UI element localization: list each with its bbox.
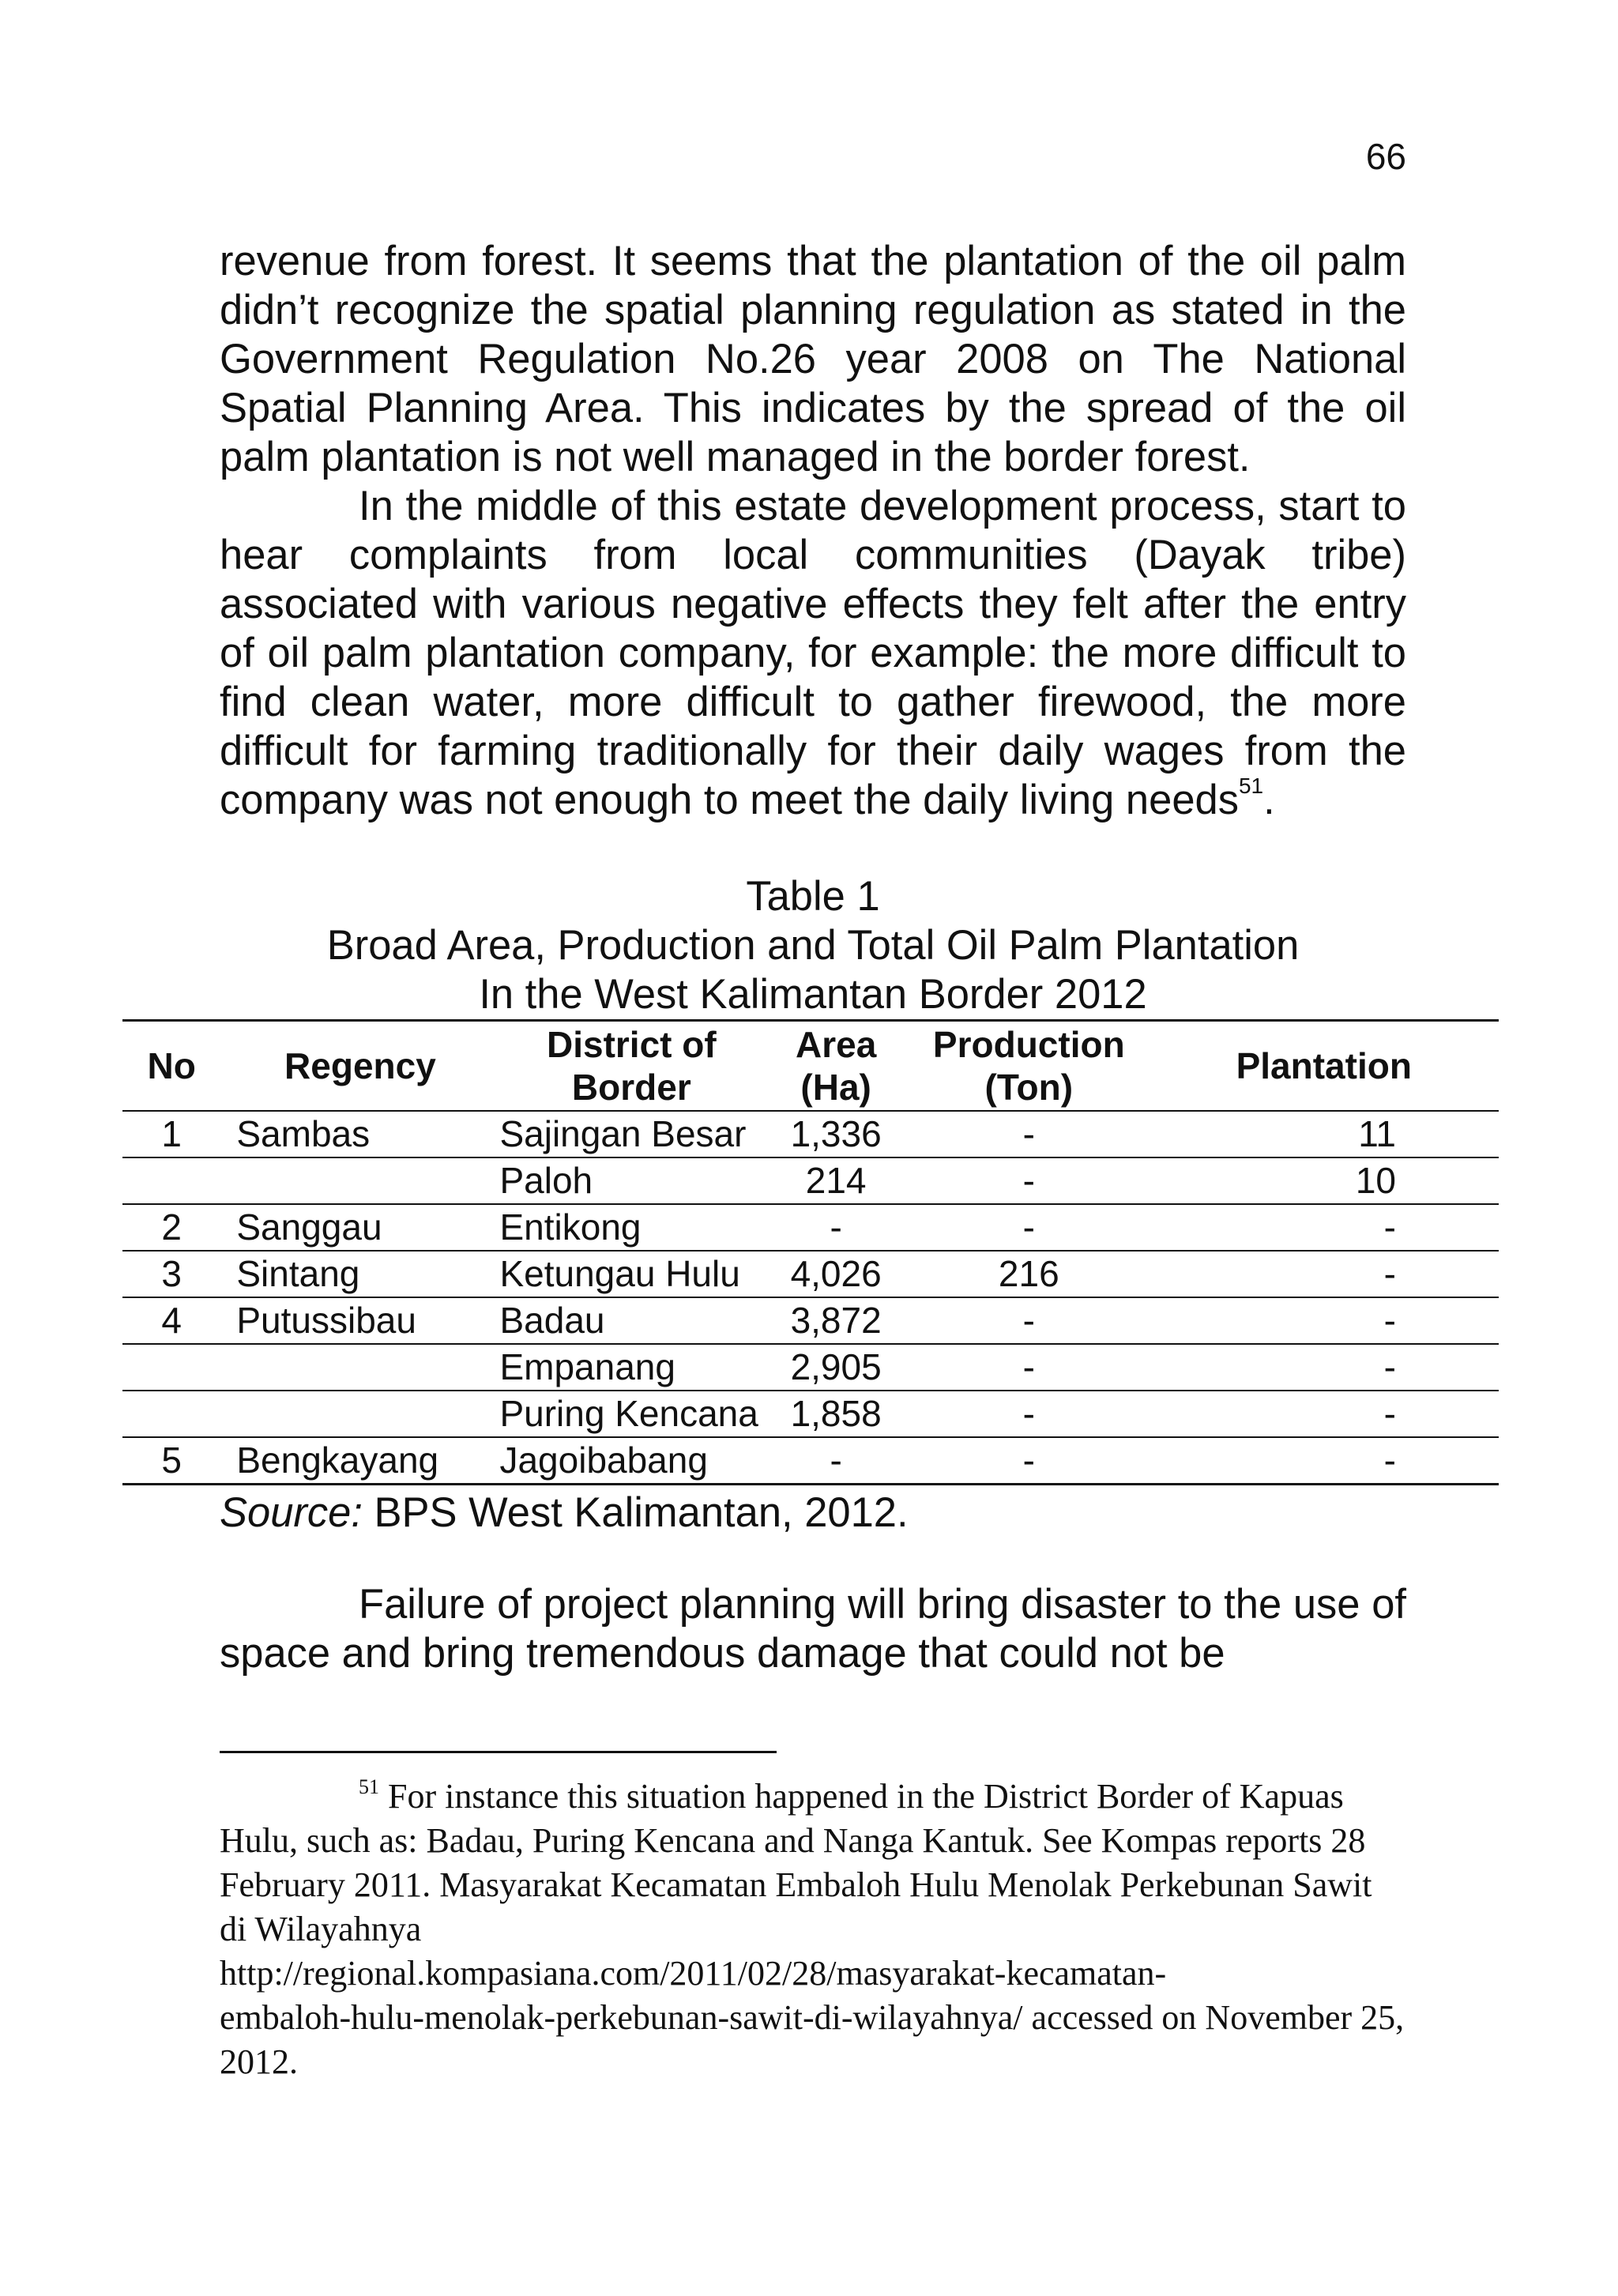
- cell-area: -: [763, 1437, 909, 1485]
- paragraph-2-end: .: [1263, 777, 1275, 823]
- cell-district: Paloh: [499, 1157, 763, 1204]
- table-label: Table 1: [746, 873, 880, 920]
- table-row: [122, 1157, 1499, 1204]
- source-text: BPS West Kalimantan, 2012.: [362, 1489, 909, 1536]
- table-row: [122, 1437, 1499, 1485]
- header-plantation: Plantation: [1150, 1021, 1499, 1112]
- cell-production: -: [909, 1297, 1149, 1344]
- header-area-line1: Area: [795, 1024, 877, 1065]
- cell-regency: Sambas: [220, 1111, 499, 1157]
- cell-area: 214: [763, 1157, 909, 1204]
- page-number: 66: [1365, 136, 1406, 177]
- header-district-line1: District of: [546, 1024, 717, 1065]
- cell-area: 1,336: [763, 1111, 909, 1157]
- cell-no: 5: [122, 1437, 220, 1485]
- paragraph-1-text: revenue from forest. It seems that the plantation of the oil palm didn’t recognize the spatial planning regulation as stated in the Government Regulation No.26 year 2008 on The National Spatial Planning Area. This indicates by the spread of the oil palm plantation is not well managed in the border forest.: [220, 238, 1406, 480]
- footnote-url-line2: embaloh-hulu-menolak-perkebunan-sawit-di-wilayahnya/ accessed on November 25, 2012.: [220, 1998, 1405, 2081]
- cell-area: 4,026: [763, 1251, 909, 1297]
- table-row: [122, 1391, 1499, 1437]
- cell-regency: Putussibau: [220, 1297, 499, 1344]
- source-label: Source:: [220, 1489, 363, 1536]
- header-area: [763, 1021, 909, 1112]
- footnote-number: 51: [359, 1775, 379, 1798]
- cell-no: 1: [122, 1111, 220, 1157]
- header-production-line1: Production: [932, 1024, 1125, 1065]
- cell-production: -: [909, 1437, 1149, 1485]
- table-row: [122, 1251, 1499, 1297]
- cell-no: 4: [122, 1297, 220, 1344]
- cell-regency: [220, 1157, 499, 1204]
- cell-area: 2,905: [763, 1344, 909, 1391]
- table-subtitle: In the West Kalimantan Border 2012: [479, 971, 1147, 1018]
- cell-district: Entikong: [499, 1204, 763, 1251]
- cell-production: 216: [909, 1251, 1149, 1297]
- cell-regency: [220, 1344, 499, 1391]
- cell-district: Badau: [499, 1297, 763, 1344]
- cell-production: -: [909, 1111, 1149, 1157]
- footnote-lead-text: For instance this situation happened in the District Border of Kapuas Hulu, such as: Badau, Puring Kencana and Nanga Kantuk. See Kompas reports 28 February 2011. Masyarakat Kecamatan Embaloh Hulu Menolak Perkebunan Sawit di Wilayahnya: [220, 1777, 1372, 1948]
- cell-district: Empanang: [499, 1344, 763, 1391]
- cell-area: 1,858: [763, 1391, 909, 1437]
- cell-area: -: [763, 1204, 909, 1251]
- cell-district: Sajingan Besar: [499, 1111, 763, 1157]
- header-area-line2: (Ha): [800, 1067, 871, 1108]
- table-source: [220, 1489, 909, 1538]
- paragraph-3-text: Failure of project planning will bring disaster to the use of space and bring tremendous damage that could not be: [220, 1581, 1406, 1677]
- cell-no: [122, 1157, 220, 1204]
- cell-regency: [220, 1391, 499, 1437]
- paragraph-2-body: In the middle of this estate development process, start to hear complaints from local communities (Dayak tribe) associated with various negative effects they felt after the entry of oil palm plantation company, for example: the more difficult to find clean water, more difficult to gather firewood, the more difficult for farming traditionally for their daily wages from the company was not enough to meet the daily living needs: [220, 483, 1406, 823]
- cell-plantation: -: [1150, 1344, 1499, 1391]
- cell-production: -: [909, 1157, 1149, 1204]
- cell-no: [122, 1344, 220, 1391]
- cell-district: Puring Kencana: [499, 1391, 763, 1437]
- cell-plantation: -: [1150, 1297, 1499, 1344]
- paragraph-3: [220, 1580, 1406, 1678]
- header-regency: Regency: [220, 1021, 499, 1112]
- cell-production: -: [909, 1391, 1149, 1437]
- table-row: [122, 1111, 1499, 1157]
- cell-regency: Sintang: [220, 1251, 499, 1297]
- cell-plantation: -: [1150, 1251, 1499, 1297]
- cell-plantation: -: [1150, 1437, 1499, 1485]
- paragraph-2-text: [220, 482, 1406, 825]
- table-row: [122, 1204, 1499, 1251]
- footnote-separator: [220, 1751, 777, 1753]
- cell-plantation: -: [1150, 1204, 1499, 1251]
- cell-production: -: [909, 1204, 1149, 1251]
- paragraph-2: [220, 482, 1406, 825]
- data-table: [122, 1019, 1499, 1485]
- cell-district: Ketungau Hulu: [499, 1251, 763, 1297]
- table-title: Broad Area, Production and Total Oil Palm Plantation: [326, 922, 1300, 969]
- footnote-url-line1[interactable]: http://regional.kompasiana.com/2011/02/28/masyarakat-kecamatan-: [220, 1954, 1167, 1993]
- cell-no: 2: [122, 1204, 220, 1251]
- cell-plantation: 11: [1150, 1111, 1499, 1157]
- cell-production: -: [909, 1344, 1149, 1391]
- footnote-lead: [220, 1775, 1406, 1952]
- cell-district: Jagoibabang: [499, 1437, 763, 1485]
- table-row: [122, 1344, 1499, 1391]
- header-district-line2: Border: [571, 1067, 691, 1108]
- cell-area: 3,872: [763, 1297, 909, 1344]
- cell-plantation: 10: [1150, 1157, 1499, 1204]
- cell-regency: Bengkayang: [220, 1437, 499, 1485]
- header-district: [499, 1021, 763, 1112]
- header-production: [909, 1021, 1149, 1112]
- header-no: No: [122, 1021, 220, 1112]
- footnote-reference[interactable]: 51: [1238, 773, 1264, 798]
- cell-plantation: -: [1150, 1391, 1499, 1437]
- cell-regency: Sanggau: [220, 1204, 499, 1251]
- table-row: [122, 1297, 1499, 1344]
- paragraph-1: [220, 237, 1406, 482]
- table-header-row: [122, 1021, 1499, 1112]
- cell-no: 3: [122, 1251, 220, 1297]
- footnote: [220, 1775, 1406, 2084]
- header-production-line2: (Ton): [984, 1067, 1074, 1108]
- cell-no: [122, 1391, 220, 1437]
